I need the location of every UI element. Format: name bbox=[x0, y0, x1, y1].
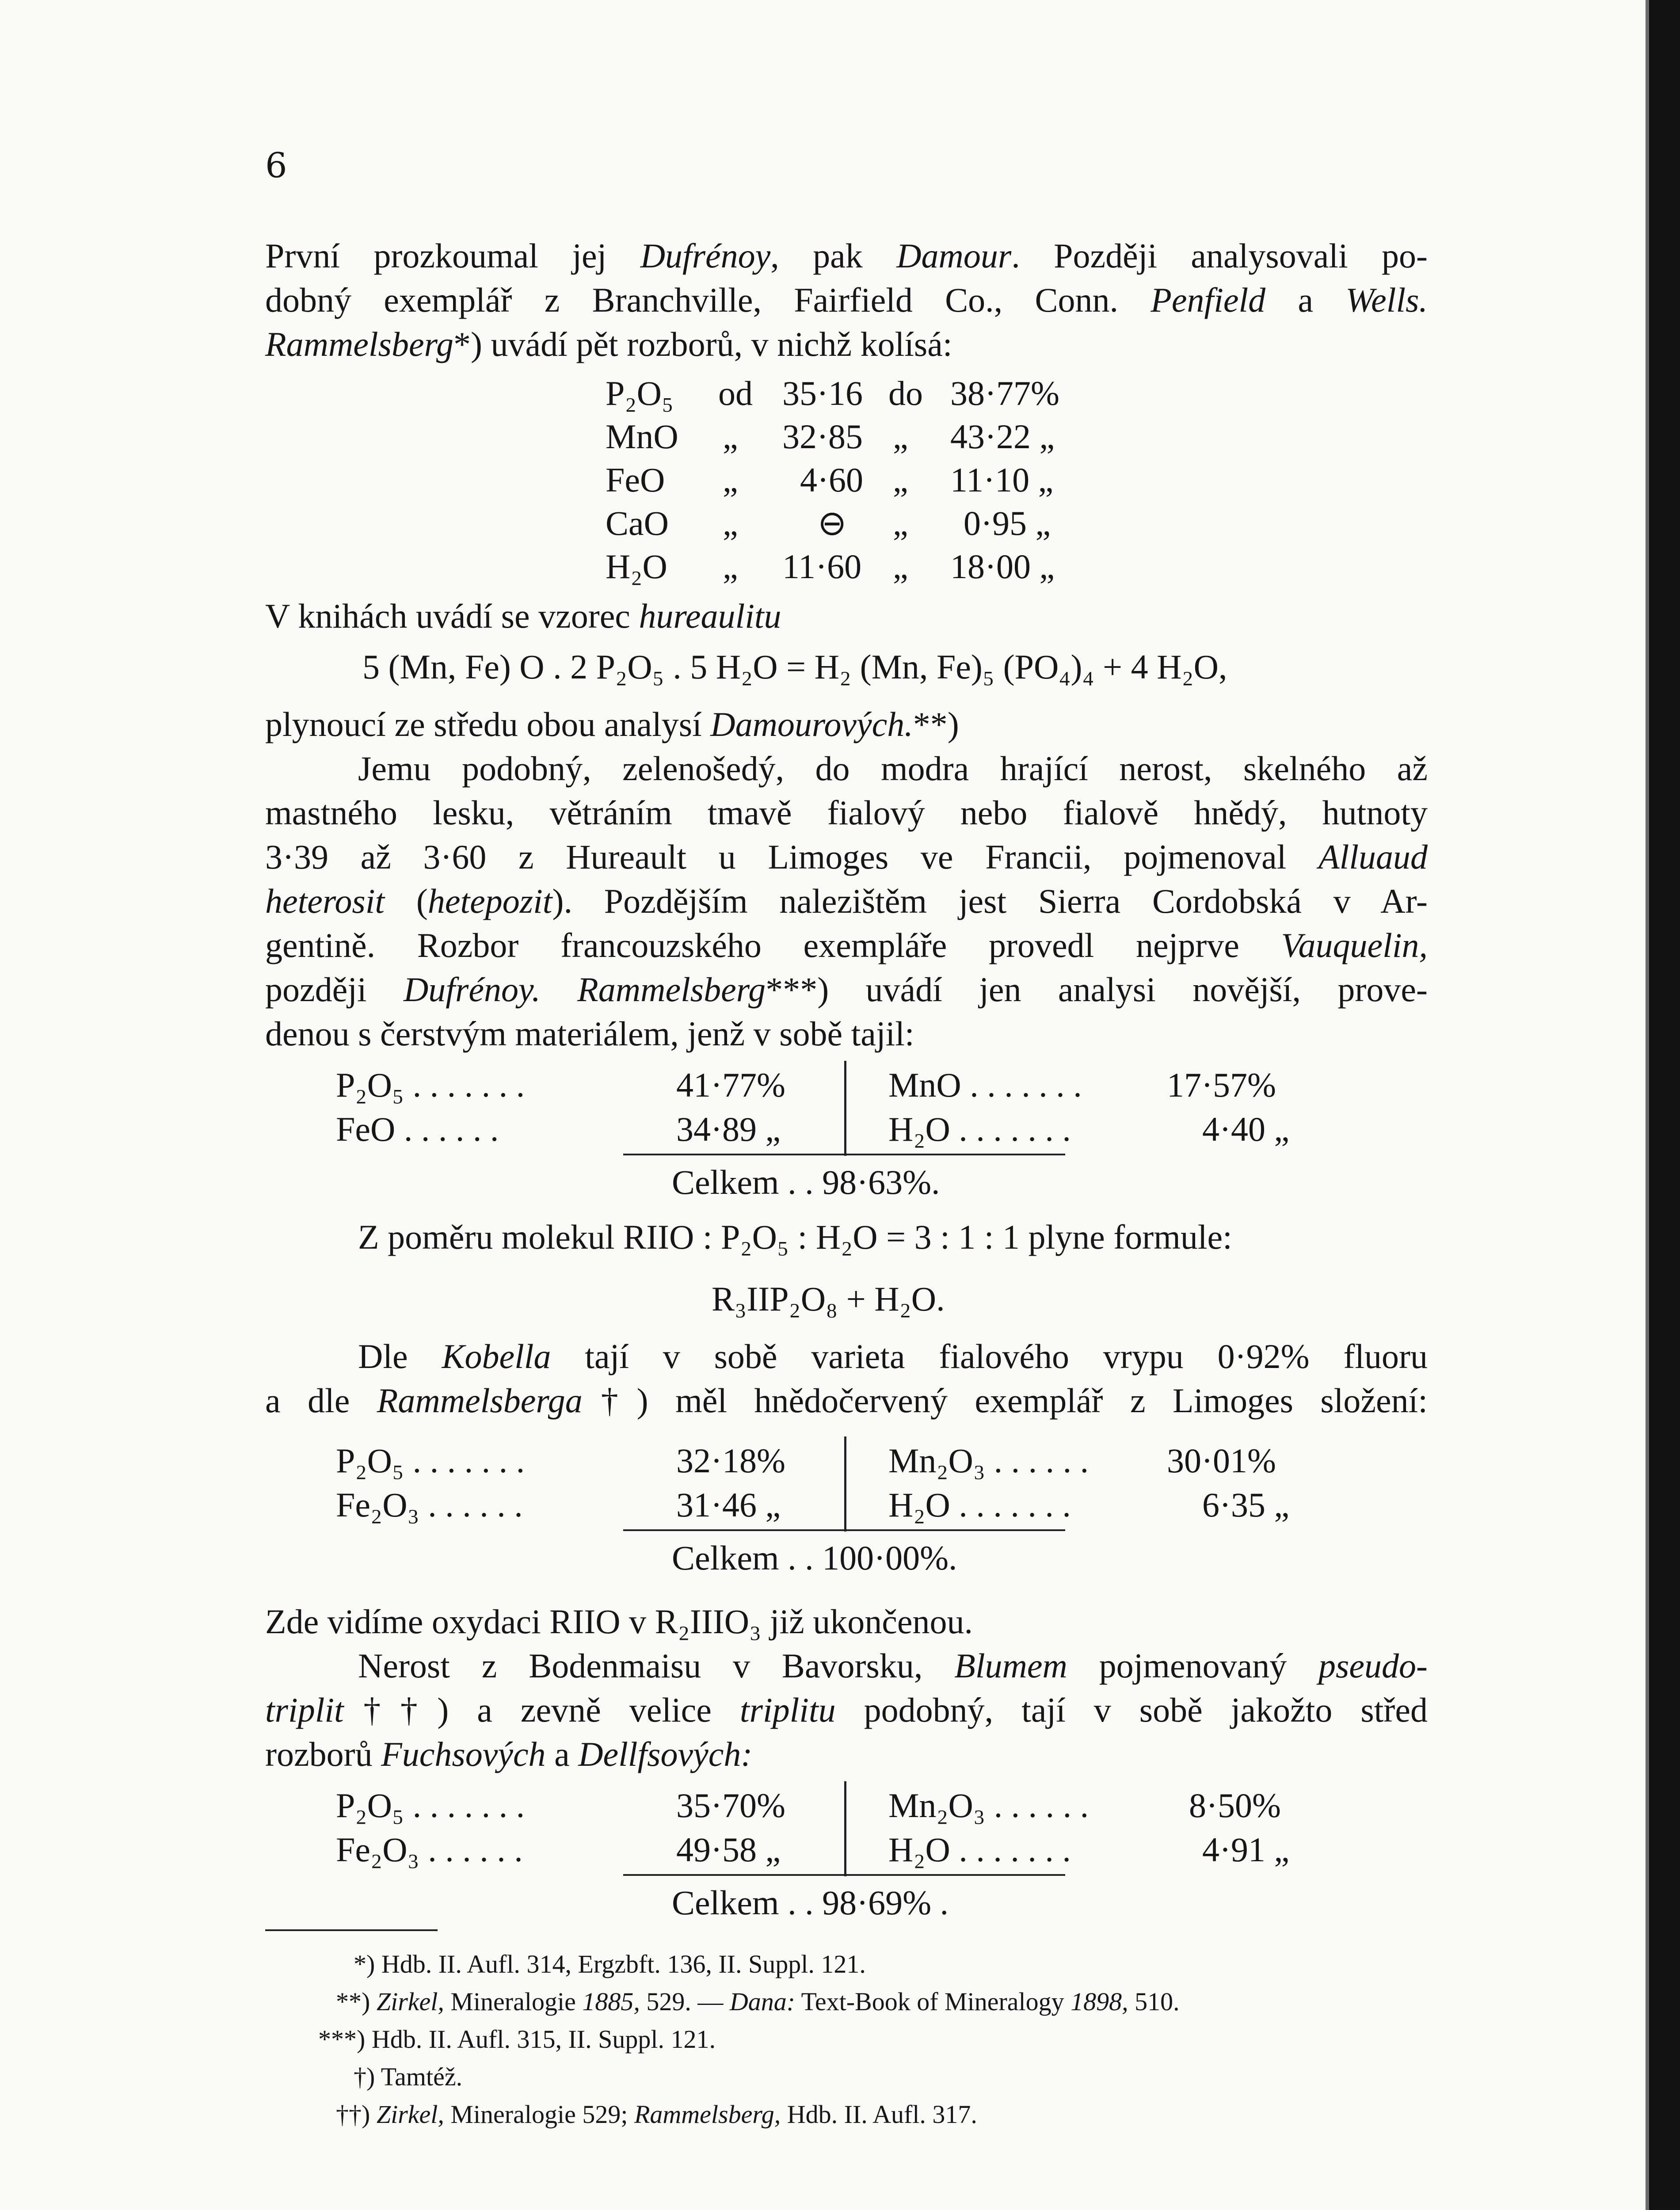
footnote-5: ††) Zirkel, Mineralogie 529; Rammelsberg, Hdb. II. Aufl. 317. bbox=[336, 2100, 977, 2129]
column-divider bbox=[844, 1436, 846, 1532]
analysis-value: 8·50% bbox=[1189, 1786, 1281, 1825]
para3-line5: gentině. Rozbor francouzského exempláře provedl nejprve Vauquelin, bbox=[265, 926, 1428, 964]
scan-edge-shadow bbox=[1646, 0, 1649, 2210]
range-compound: FeO bbox=[606, 461, 665, 499]
analysis-total: Celkem . . 98·63%. bbox=[672, 1163, 940, 1201]
analysis-left-row: P₂O₅ . . . . . . . bbox=[336, 1441, 525, 1480]
range-from: 11·60 bbox=[782, 547, 862, 586]
total-rule bbox=[623, 1529, 1065, 1531]
analysis-value: 4·91 „ bbox=[1202, 1830, 1290, 1869]
range-compound: CaO bbox=[606, 504, 669, 542]
range-to-word: „ bbox=[893, 504, 908, 542]
range-to: 38·77% bbox=[950, 374, 1059, 412]
para3-line3: 3·39 až 3·60 z Hureault u Limoges ve Francii, pojmenoval Alluaud bbox=[265, 838, 1428, 876]
range-compound: MnO bbox=[606, 417, 678, 456]
analysis-table-3 bbox=[336, 1786, 1370, 1927]
para4-line1: Z poměru molekul RIIO : P₂O₅ : H₂O = 3 : 1 : 1 plyne formule: bbox=[358, 1218, 1232, 1256]
analysis-left-row: FeO . . . . . . bbox=[336, 1110, 499, 1148]
footnote-separator bbox=[265, 1929, 438, 1931]
para3-line1: Jemu podobný, zelenošedý, do modra hrající nerost, skelného až bbox=[358, 749, 1428, 788]
range-from-word: „ bbox=[723, 417, 738, 456]
analysis-right-row: MnO . . . . . . . bbox=[888, 1066, 1082, 1104]
range-to: 0·95 „ bbox=[964, 504, 1051, 542]
para6-line4: rozborů Fuchsových a Dellfsových: bbox=[265, 1735, 753, 1773]
range-from: 35·16 bbox=[782, 374, 863, 412]
analysis-value: 30·01% bbox=[1167, 1441, 1276, 1480]
range-to-word: do bbox=[888, 374, 923, 412]
analysis-right-row: Mn₂O₃ . . . . . . bbox=[888, 1786, 1089, 1825]
para2-line3: plynoucí ze středu obou analysí Damourových.**) bbox=[265, 705, 959, 743]
range-row: P₂O₅ bbox=[606, 374, 674, 412]
para1-line2: dobný exemplář z Branchville, Fairfield Co., Conn. Penfield a Wells. bbox=[265, 281, 1428, 319]
analysis-right-row: Mn₂O₃ . . . . . . bbox=[888, 1441, 1089, 1480]
range-to-word: „ bbox=[893, 461, 908, 499]
para3-line7: denou s čerstvým materiálem, jenž v sobě tajil: bbox=[265, 1014, 914, 1053]
analysis-left-row: P₂O₅ . . . . . . . bbox=[336, 1786, 525, 1825]
scan-edge bbox=[1649, 0, 1680, 2210]
range-to: 11·10 „ bbox=[950, 461, 1054, 499]
analysis-value: 32·18% bbox=[676, 1441, 785, 1480]
range-compound: H₂O bbox=[606, 547, 667, 586]
footnote-2: **) Zirkel, Mineralogie 1885, 529. — Dana: Text-Book of Mineralogy 1898, 510. bbox=[336, 1987, 1180, 2016]
column-divider bbox=[844, 1061, 846, 1156]
analysis-total: Celkem . . 100·00%. bbox=[672, 1539, 957, 1577]
para6-line3: triplit††) a zevně velice triplitu podobný, tají v sobě jakožto střed bbox=[265, 1691, 1428, 1729]
page-number: 6 bbox=[265, 146, 287, 186]
analysis-left-row: P₂O₅ . . . . . . . bbox=[336, 1066, 525, 1104]
analysis-value: 17·57% bbox=[1167, 1066, 1276, 1104]
range-to: 18·00 „ bbox=[950, 547, 1055, 586]
analysis-right-row: H₂O . . . . . . . bbox=[888, 1110, 1071, 1148]
column-divider bbox=[844, 1781, 846, 1876]
footnote-3: ***) Hdb. II. Aufl. 315, II. Suppl. 121. bbox=[318, 2025, 716, 2054]
formula-2: R₃IIP₂O₈ + H₂O. bbox=[712, 1280, 945, 1318]
range-from-word: od bbox=[718, 374, 753, 412]
para5-line1: Dle Kobella tají v sobě varieta fialového vrypu 0·92% fluoru bbox=[358, 1337, 1428, 1376]
total-rule bbox=[623, 1154, 1065, 1155]
range-to-word: „ bbox=[893, 417, 908, 456]
para3-line2: mastného lesku, větráním tmavě fialový nebo fialově hnědý, hutnoty bbox=[265, 793, 1428, 832]
range-to-word: „ bbox=[893, 547, 908, 586]
analysis-value: 34·89 „ bbox=[676, 1110, 781, 1148]
range-from: 4·60 bbox=[800, 461, 863, 499]
analysis-table-2 bbox=[336, 1441, 1370, 1582]
analysis-total: Celkem . . 98·69% . bbox=[672, 1883, 949, 1922]
analysis-value: 41·77% bbox=[676, 1066, 785, 1104]
range-from: ⊖ bbox=[818, 504, 847, 542]
para5-line2: a dle Rammelsberga†) měl hnědočervený exemplář z Limoges složení: bbox=[265, 1381, 1428, 1420]
analysis-value: 4·40 „ bbox=[1202, 1110, 1290, 1148]
footnote-1: *) Hdb. II. Aufl. 314, Ergzbft. 136, II. Suppl. 121. bbox=[354, 1950, 866, 1978]
para1-line3: Rammelsberg*) uvádí pět rozborů, v nichž kolísá: bbox=[265, 325, 952, 363]
total-rule bbox=[623, 1874, 1065, 1876]
para3-line4: heterosit (hetepozit). Pozdějším nalezištěm jest Sierra Cordobská v Ar- bbox=[265, 882, 1428, 920]
para1-line1: První prozkoumal jej Dufrénoy, pak Damour. Později analysovali po- bbox=[265, 236, 1428, 275]
range-from-word: „ bbox=[723, 504, 738, 542]
para6-line1: Zde vidíme oxydaci RIIO v R₂IIIO₃ již ukončenou. bbox=[265, 1602, 973, 1641]
analysis-value: 6·35 „ bbox=[1202, 1486, 1290, 1524]
hureaulite-formula: 5 (Mn, Fe) O . 2 P₂O₅ . 5 H₂O = H₂ (Mn, Fe)₅ (PO₄)₄ + 4 H₂O, bbox=[362, 648, 1227, 686]
analysis-left-row: Fe₂O₃ . . . . . . bbox=[336, 1486, 523, 1524]
para3-line6: později Dufrénoy. Rammelsberg***) uvádí jen analysi novější, prove- bbox=[265, 970, 1428, 1009]
range-from-word: „ bbox=[723, 461, 738, 499]
analysis-value: 49·58 „ bbox=[676, 1830, 781, 1869]
para2-line1: V knihách uvádí se vzorec hureaulitu bbox=[265, 597, 781, 635]
range-table bbox=[606, 373, 1092, 590]
analysis-left-row: Fe₂O₃ . . . . . . bbox=[336, 1830, 523, 1869]
analysis-right-row: H₂O . . . . . . . bbox=[888, 1486, 1071, 1524]
analysis-right-row: H₂O . . . . . . . bbox=[888, 1830, 1071, 1869]
range-from-word: „ bbox=[723, 547, 738, 586]
analysis-value: 35·70% bbox=[676, 1786, 785, 1825]
range-to: 43·22 „ bbox=[950, 417, 1055, 456]
para6-line2: Nerost z Bodenmaisu v Bavorsku, Blumem pojmenovaný pseudo- bbox=[358, 1646, 1428, 1685]
range-from: 32·85 bbox=[782, 417, 863, 456]
analysis-value: 31·46 „ bbox=[676, 1486, 781, 1524]
footnote-4: †) Tamtéž. bbox=[354, 2062, 463, 2091]
analysis-table-1 bbox=[336, 1065, 1370, 1201]
